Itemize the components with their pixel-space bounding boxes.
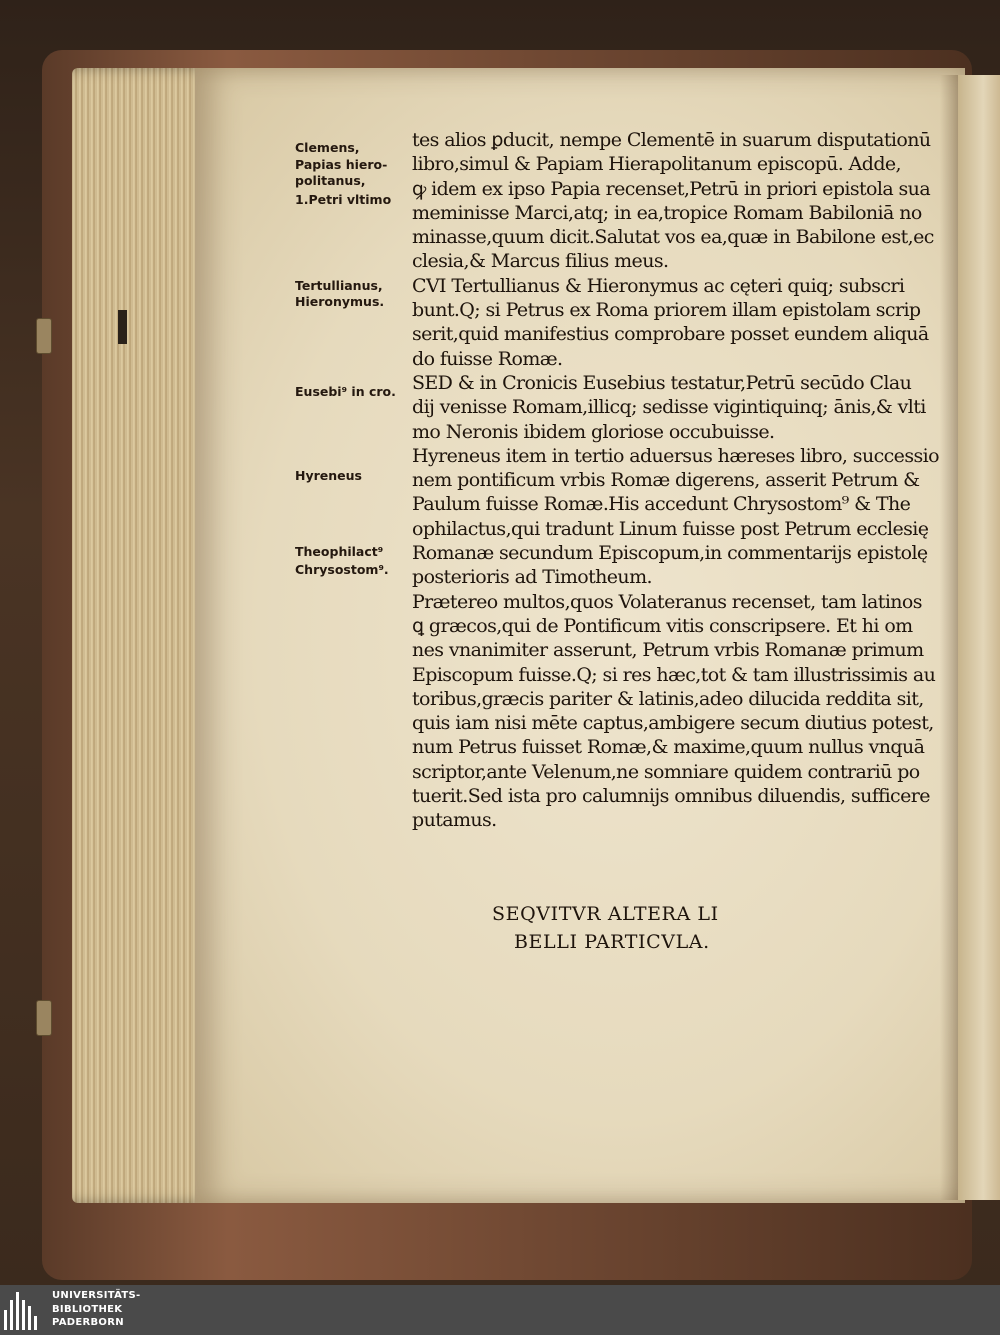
text-line: scriptor,ante Velenum,ne somniare quidem contrariū po	[412, 760, 920, 783]
margin-note: Tertullianus,	[295, 278, 383, 293]
margin-note: Hieronymus.	[295, 294, 385, 309]
text-line: dij venisse Romam,illicq; sedisse vigintiquinq; ānis,& vlti	[412, 396, 926, 419]
text-line: minasse,quum dicit.Salutat vos ea,quæ in Babilone est,ec	[412, 226, 934, 249]
library-name-line: BIBLIOTHEK	[52, 1303, 123, 1315]
text-line: posterioris ad Timotheum.	[412, 566, 652, 589]
text-line: Episcopum fuisse.Q; si res hæc,tot & tam illustrissimis au	[412, 663, 936, 686]
facing-page-edge	[958, 75, 1000, 1200]
text-line: Paulum fuisse Romæ.His accedunt Chrysostom⁹ & The	[412, 493, 911, 516]
text-line: CVI Tertullianus & Hieronymus ac cęteri quiq; subscri	[412, 274, 905, 297]
text-line: ꝗ græcos,qui de Pontificum vitis conscripsere. Et hi om	[412, 614, 913, 637]
heading-line: BELLI PARTICVLA.	[514, 931, 710, 953]
bookmark-ribbon-icon	[118, 310, 127, 344]
text-line: SED & in Cronicis Eusebius testatur,Petrū secūdo Clau	[412, 371, 912, 394]
margin-note: Hyreneus	[295, 468, 362, 483]
text-line: clesia,& Marcus filius meus.	[412, 250, 669, 273]
text-line: num Petrus fuisset Romæ,& maxime,quum nullus vnquā	[412, 736, 925, 759]
section-heading	[492, 900, 832, 956]
text-line: nem pontificum vrbis Romæ digerens, asserit Petrum &	[412, 469, 920, 492]
text-line: serit,quid manifestius comprobare posset eundem aliquā	[412, 323, 929, 346]
text-line: tuerit.Sed ista pro calumnijs omnibus diluendis, sufficere	[412, 785, 930, 808]
library-footer	[0, 1285, 1000, 1335]
margin-note: politanus,	[295, 173, 366, 188]
margin-note: Clemens,	[295, 140, 360, 155]
margin-note: Eusebi⁹ in cro.	[295, 384, 396, 399]
text-line: mo Neronis ibidem gloriose occubuisse.	[412, 420, 775, 443]
clasp-icon	[36, 318, 52, 354]
text-line: ꝙ idem ex ipso Papia recenset,Petrū in priori epistola sua	[412, 177, 931, 200]
text-line: do fuisse Romæ.	[412, 347, 563, 370]
text-line: quis iam nisi mēte captus,ambigere secum diutius potest,	[412, 712, 934, 735]
text-line: libro,simul & Papiam Hierapolitanum episcopū. Adde,	[412, 153, 901, 176]
text-line: Prætereo multos,quos Volateranus recenset, tam latinos	[412, 590, 922, 613]
library-name-line: UNIVERSITÄTS-	[52, 1290, 141, 1301]
library-name	[52, 1289, 141, 1330]
library-logo-icon	[4, 1292, 44, 1330]
text-line: putamus.	[412, 809, 497, 832]
heading-line: SEQVITVR ALTERA LI	[492, 903, 719, 925]
clasp-icon	[36, 1000, 52, 1036]
text-line: meminisse Marci,atq; in ea,tropice Romam Babiloniā no	[412, 201, 922, 224]
text-line: nes vnanimiter asserunt, Petrum vrbis Romanæ primum	[412, 639, 924, 662]
margin-note: Theophilact⁹	[295, 544, 384, 559]
margin-note: Chrysostom⁹.	[295, 562, 389, 577]
library-name-line: PADERBORN	[52, 1317, 124, 1328]
body-text	[412, 128, 947, 833]
text-line: toribus,græcis pariter & latinis,adeo dilucida reddita sit,	[412, 687, 924, 710]
text-line: bunt.Q; si Petrus ex Roma priorem illam epistolam scrip	[412, 299, 921, 322]
margin-note: Papias hiero-	[295, 157, 388, 172]
text-line: Romanæ secundum Episcopum,in commentarijs epistolę	[412, 542, 928, 565]
page-edges	[72, 68, 212, 1203]
text-line: tes alios ꝑducit, nempe Clementē in suarum disputationū	[412, 129, 931, 151]
margin-note: 1.Petri vltimo	[295, 192, 392, 207]
text-line: ophilactus,qui tradunt Linum fuisse post Petrum ecclesię	[412, 517, 929, 540]
text-line: Hyreneus item in tertio aduersus hæreses libro, successio	[412, 444, 939, 467]
